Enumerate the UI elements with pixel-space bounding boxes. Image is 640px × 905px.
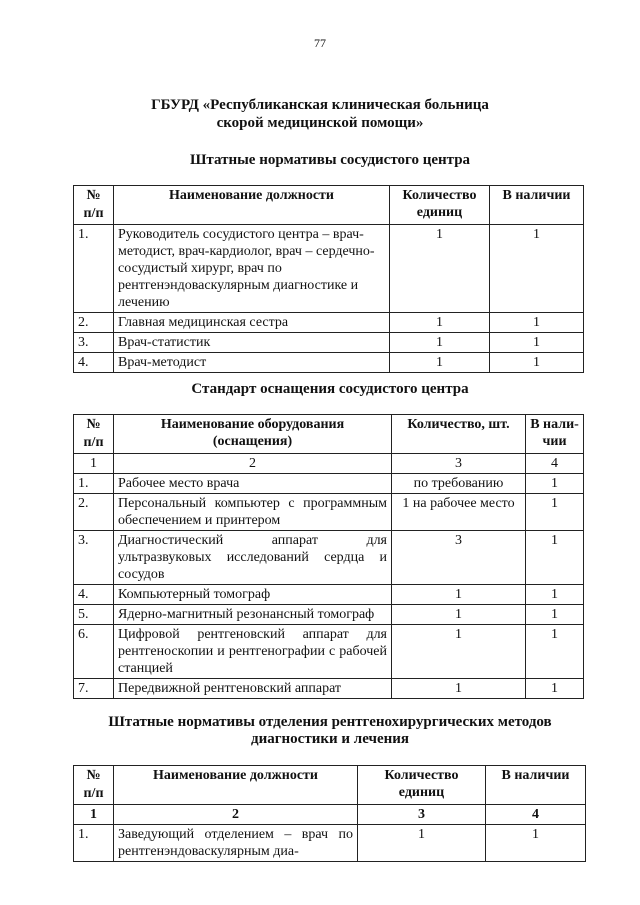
table-row xyxy=(74,333,584,353)
table-row xyxy=(74,825,586,862)
table-header-row xyxy=(74,766,586,805)
header-qty: Количество, шт. xyxy=(392,415,526,454)
table-header-row xyxy=(74,186,584,225)
org-title-line-1: ГБУРД «Республиканская клиническая больница xyxy=(151,97,489,113)
cell-qty: 1 xyxy=(392,585,526,605)
cell-num: 5. xyxy=(74,605,114,625)
staff-table-xray-surgery-dept xyxy=(73,765,586,862)
header-avail: В нали- чии xyxy=(526,415,584,454)
cell-num: 4. xyxy=(74,353,114,373)
cell-num: 1. xyxy=(74,474,114,494)
header-num: № п/п xyxy=(74,186,114,225)
cell-qty: 1 xyxy=(390,353,490,373)
cell-avail: 1 xyxy=(526,531,584,585)
table-header-row xyxy=(74,415,584,454)
cell-name: Главная медицинская сестра xyxy=(114,313,390,333)
cell-num: 7. xyxy=(74,679,114,699)
table-row xyxy=(74,225,584,313)
cell-avail: 1 xyxy=(526,605,584,625)
cell-qty: 3 xyxy=(392,531,526,585)
cell-name: Руководитель сосудистого центра – врач-методист, врач-кардиолог, врач – сердечно-сосудистый хирург, врач по рентгенэндоваскулярным диагностике и лечению xyxy=(114,225,390,313)
table-row xyxy=(74,313,584,333)
table-row xyxy=(74,494,584,531)
table3-title-line-1: Штатные нормативы отделения рентгенохирургических методов xyxy=(108,714,552,730)
header-qty: Количество единиц xyxy=(358,766,486,805)
table-row xyxy=(74,625,584,679)
cell-name: Передвижной рентгеновский аппарат xyxy=(114,679,392,699)
cell-avail: 1 xyxy=(490,313,584,333)
table-row xyxy=(74,605,584,625)
cell-num: 2. xyxy=(74,313,114,333)
org-title-line-2: скорой медицинской помощи» xyxy=(216,115,424,131)
org-title xyxy=(80,96,560,132)
table-row xyxy=(74,353,584,373)
staff-table-vascular-center xyxy=(73,185,584,373)
table3-title-line-2: диагностики и лечения xyxy=(251,731,409,747)
cell-name: Врач-методист xyxy=(114,353,390,373)
cell-avail: 1 xyxy=(526,474,584,494)
cell-name: Врач-статистик xyxy=(114,333,390,353)
header-avail: В наличии xyxy=(490,186,584,225)
cell-avail: 1 xyxy=(490,225,584,313)
cell-qty: 1 на рабочее место xyxy=(392,494,526,531)
table2-title: Стандарт оснащения сосудистого центра xyxy=(191,381,469,397)
index-cell: 4 xyxy=(526,454,584,474)
cell-qty: 1 xyxy=(392,625,526,679)
cell-name: Ядерно-магнитный резонансный томограф xyxy=(114,605,392,625)
cell-num: 2. xyxy=(74,494,114,531)
cell-qty: 1 xyxy=(392,605,526,625)
cell-qty: по требованию xyxy=(392,474,526,494)
cell-name: Компьютерный томограф xyxy=(114,585,392,605)
cell-avail: 1 xyxy=(490,353,584,373)
index-cell: 3 xyxy=(392,454,526,474)
cell-qty: 1 xyxy=(358,825,486,862)
cell-name: Диагностический аппарат для ультразвуковых исследований сердца и сосудов xyxy=(114,531,392,585)
header-name: Наименование должности xyxy=(114,766,358,805)
table3-title xyxy=(60,714,600,748)
cell-num: 3. xyxy=(74,531,114,585)
header-name: Наименование оборудования (оснащения) xyxy=(114,415,392,454)
table1-title: Штатные нормативы сосудистого центра xyxy=(189,152,471,168)
cell-num: 3. xyxy=(74,333,114,353)
index-cell: 4 xyxy=(486,805,586,825)
table-index-row xyxy=(74,454,584,474)
cell-avail: 1 xyxy=(486,825,586,862)
cell-avail: 1 xyxy=(490,333,584,353)
cell-name: Заведующий отделением – врач по рентгенэндоваскулярным диа- xyxy=(114,825,358,862)
header-qty: Количество единиц xyxy=(390,186,490,225)
equipment-table-vascular-center xyxy=(73,414,584,699)
table-row xyxy=(74,531,584,585)
table-row xyxy=(74,474,584,494)
cell-avail: 1 xyxy=(526,585,584,605)
cell-avail: 1 xyxy=(526,494,584,531)
cell-name: Рабочее место врача xyxy=(114,474,392,494)
index-cell: 2 xyxy=(114,454,392,474)
header-num: № п/п xyxy=(74,415,114,454)
cell-avail: 1 xyxy=(526,679,584,699)
cell-qty: 1 xyxy=(392,679,526,699)
cell-qty: 1 xyxy=(390,333,490,353)
cell-num: 6. xyxy=(74,625,114,679)
index-cell: 1 xyxy=(74,454,114,474)
cell-num: 4. xyxy=(74,585,114,605)
cell-num: 1. xyxy=(74,225,114,313)
index-cell: 3 xyxy=(358,805,486,825)
cell-name: Цифровой рентгеновский аппарат для рентгеноскопии и рентгенографии с рабочей станцией xyxy=(114,625,392,679)
table-index-row xyxy=(74,805,586,825)
header-avail: В наличии xyxy=(486,766,586,805)
table-row xyxy=(74,679,584,699)
cell-avail: 1 xyxy=(526,625,584,679)
page-number: 77 xyxy=(314,36,326,50)
index-cell: 1 xyxy=(74,805,114,825)
header-num: № п/п xyxy=(74,766,114,805)
cell-num: 1. xyxy=(74,825,114,862)
cell-name: Персональный компьютер с программным обеспечением и принтером xyxy=(114,494,392,531)
table-row xyxy=(74,585,584,605)
cell-qty: 1 xyxy=(390,225,490,313)
cell-qty: 1 xyxy=(390,313,490,333)
index-cell: 2 xyxy=(114,805,358,825)
header-name: Наименование должности xyxy=(114,186,390,225)
